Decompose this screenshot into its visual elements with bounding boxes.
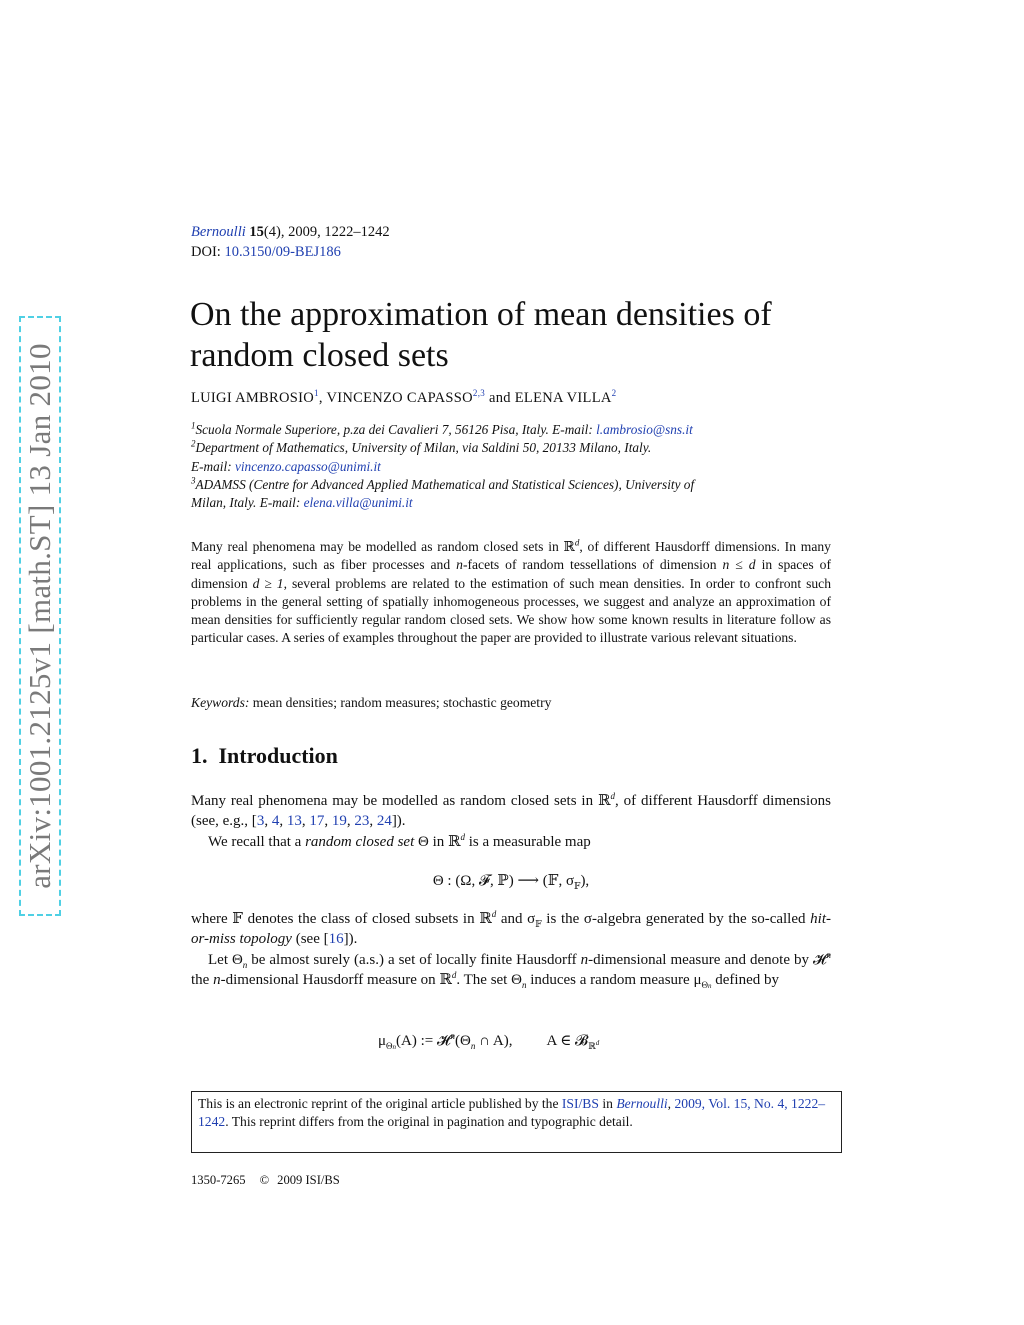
email-link[interactable]: l.ambrosio@sns.it: [596, 422, 693, 437]
intro-paragraph: where 𝔽 denotes the class of closed subsets in ℝ$^d$ and $\sigma_𝔽$ is the σ-algebra generated by the so-called hit-or-miss topology (see [16]).: [191, 909, 831, 948]
citation-link[interactable]: 24: [376, 813, 392, 830]
publisher-link[interactable]: ISI/BS: [561, 1096, 599, 1111]
author-separator: and: [485, 390, 515, 406]
journal-citation: [191, 223, 390, 241]
citation-link[interactable]: 23: [354, 813, 370, 830]
reprint-notice: This is an electronic reprint of the original article published by the ISI/BS in Bernoulli, 2009, Vol. 15, No. 4, 1222–1242. This reprint differs from the original in pagination and typographic detail.: [191, 1091, 842, 1153]
arxiv-stamp: [19, 316, 61, 916]
copyright-line: [191, 1173, 340, 1188]
author-list: [191, 390, 616, 407]
copyright-holder: 2009 ISI/BS: [277, 1173, 340, 1187]
keywords-label: Keywords:: [191, 695, 250, 710]
citation-link[interactable]: 4: [271, 813, 280, 830]
author-separator: ,: [318, 390, 327, 406]
journal-link[interactable]: Bernoulli: [191, 224, 246, 240]
keywords-text: mean densities; random measures; stochastic geometry: [249, 695, 552, 710]
author-name: LUIGI AMBROSIO: [191, 390, 315, 406]
doi-link[interactable]: 10.3150/09-BEJ186: [224, 244, 341, 260]
affiliation-ref[interactable]: 1: [314, 388, 319, 399]
doi-line: [191, 243, 341, 261]
affiliation-2-email: E-mail: vincenzo.capasso@unimi.it: [191, 458, 381, 474]
intro-paragraph: Many real phenomena may be modelled as random closed sets in ℝ$^d$, of different Hausdorff dimensions (see, e.g., [3, 4, 13, 17, 19, 23, 24]).: [191, 791, 831, 830]
citation-link[interactable]: 17: [309, 813, 325, 830]
affiliations: [191, 421, 831, 512]
citation-link[interactable]: 16: [328, 931, 344, 948]
email-link[interactable]: elena.villa@unimi.it: [303, 495, 413, 511]
issn: 1350-7265: [191, 1173, 246, 1187]
article-ref-link[interactable]: 2009, Vol. 15, No. 4, 1222–1242: [198, 1096, 826, 1129]
journal-volume: 15: [249, 224, 264, 240]
equation: Θ : (Ω, 𝓕, ℙ) ⟶ (𝔽, $\sigma_𝔽$),: [432, 873, 590, 891]
paper-title: On the approximation of mean densities of random closed sets: [190, 296, 772, 374]
affiliation-ref[interactable]: 2: [611, 388, 617, 399]
section-heading: 1. Introduction: [191, 743, 338, 768]
citation-link[interactable]: 13: [286, 813, 302, 830]
equation: $\mu_{\Theta n}(A)$ := $𝓗^n(\Theta_n$ ∩ A), A ∈ 𝓑$_{ℝ^d}$: [378, 1031, 600, 1051]
arxiv-stamp-text: arXiv:1001.2125v1 [math.ST] 13 Jan 2010: [22, 343, 57, 889]
doi-label: DOI:: [191, 244, 221, 260]
email-link[interactable]: vincenzo.capasso@unimi.it: [234, 458, 381, 474]
intro-paragraph: Let $\Theta_n$ be almost surely (a.s.) a set of locally finite Hausdorff n-dimensional measure and denote by 𝓗$^n$ the n-dimensional Hausdorff measure on ℝ$^d$. The set $\Theta_n$ induces a random measure $\mu_{\Theta n}$ defined by: [191, 950, 831, 991]
affiliation-1: $^1$Scuola Normale Superiore, p.za dei Cavalieri 7, 56126 Pisa, Italy. E-mail: l.ambrosio@sns.it: [191, 420, 693, 437]
citation-link[interactable]: 19: [331, 813, 347, 830]
abstract: Many real phenomena may be modelled as random closed sets in ℝ$^d$, of different Hausdorff dimensions. In many real applications, such as fiber processes and n-facets of random tessellations of dimension n ≤ d in spaces of dimension d ≥ 1, several problems are related to the estimation of such mean densities. In order to confront such problems in the general setting of spatially inhomogeneous processes, we suggest and analyze an approximation of mean densities for sufficiently regular random closed sets. We show how some known results in literature follow as particular cases. A series of examples throughout the paper are provided to illustrate various relevant situations.: [191, 537, 832, 646]
copyright-icon: ©: [259, 1173, 270, 1187]
affiliation-3: $^3$ADAMSS (Centre for Advanced Applied Mathematical and Statistical Sciences), University of: [191, 475, 695, 492]
author-name: ELENA VILLA: [514, 390, 612, 406]
affiliation-3-cont: Milan, Italy. E-mail: elena.villa@unimi.it: [191, 495, 413, 511]
journal-link[interactable]: Bernoulli: [616, 1096, 668, 1111]
journal-issue-pages: (4), 2009, 1222–1242: [263, 224, 390, 240]
keywords: [191, 695, 551, 711]
citation-link[interactable]: 3: [256, 813, 265, 830]
affiliation-2: $^2$Department of Mathematics, University of Milan, via Saldini 50, 20133 Milano, Italy.: [191, 438, 652, 456]
intro-paragraph: We recall that a random closed set Θ in ℝ$^d$ is a measurable map: [208, 832, 591, 850]
affiliation-ref[interactable]: 2,3: [472, 388, 486, 399]
author-name: VINCENZO CAPASSO: [326, 390, 473, 406]
